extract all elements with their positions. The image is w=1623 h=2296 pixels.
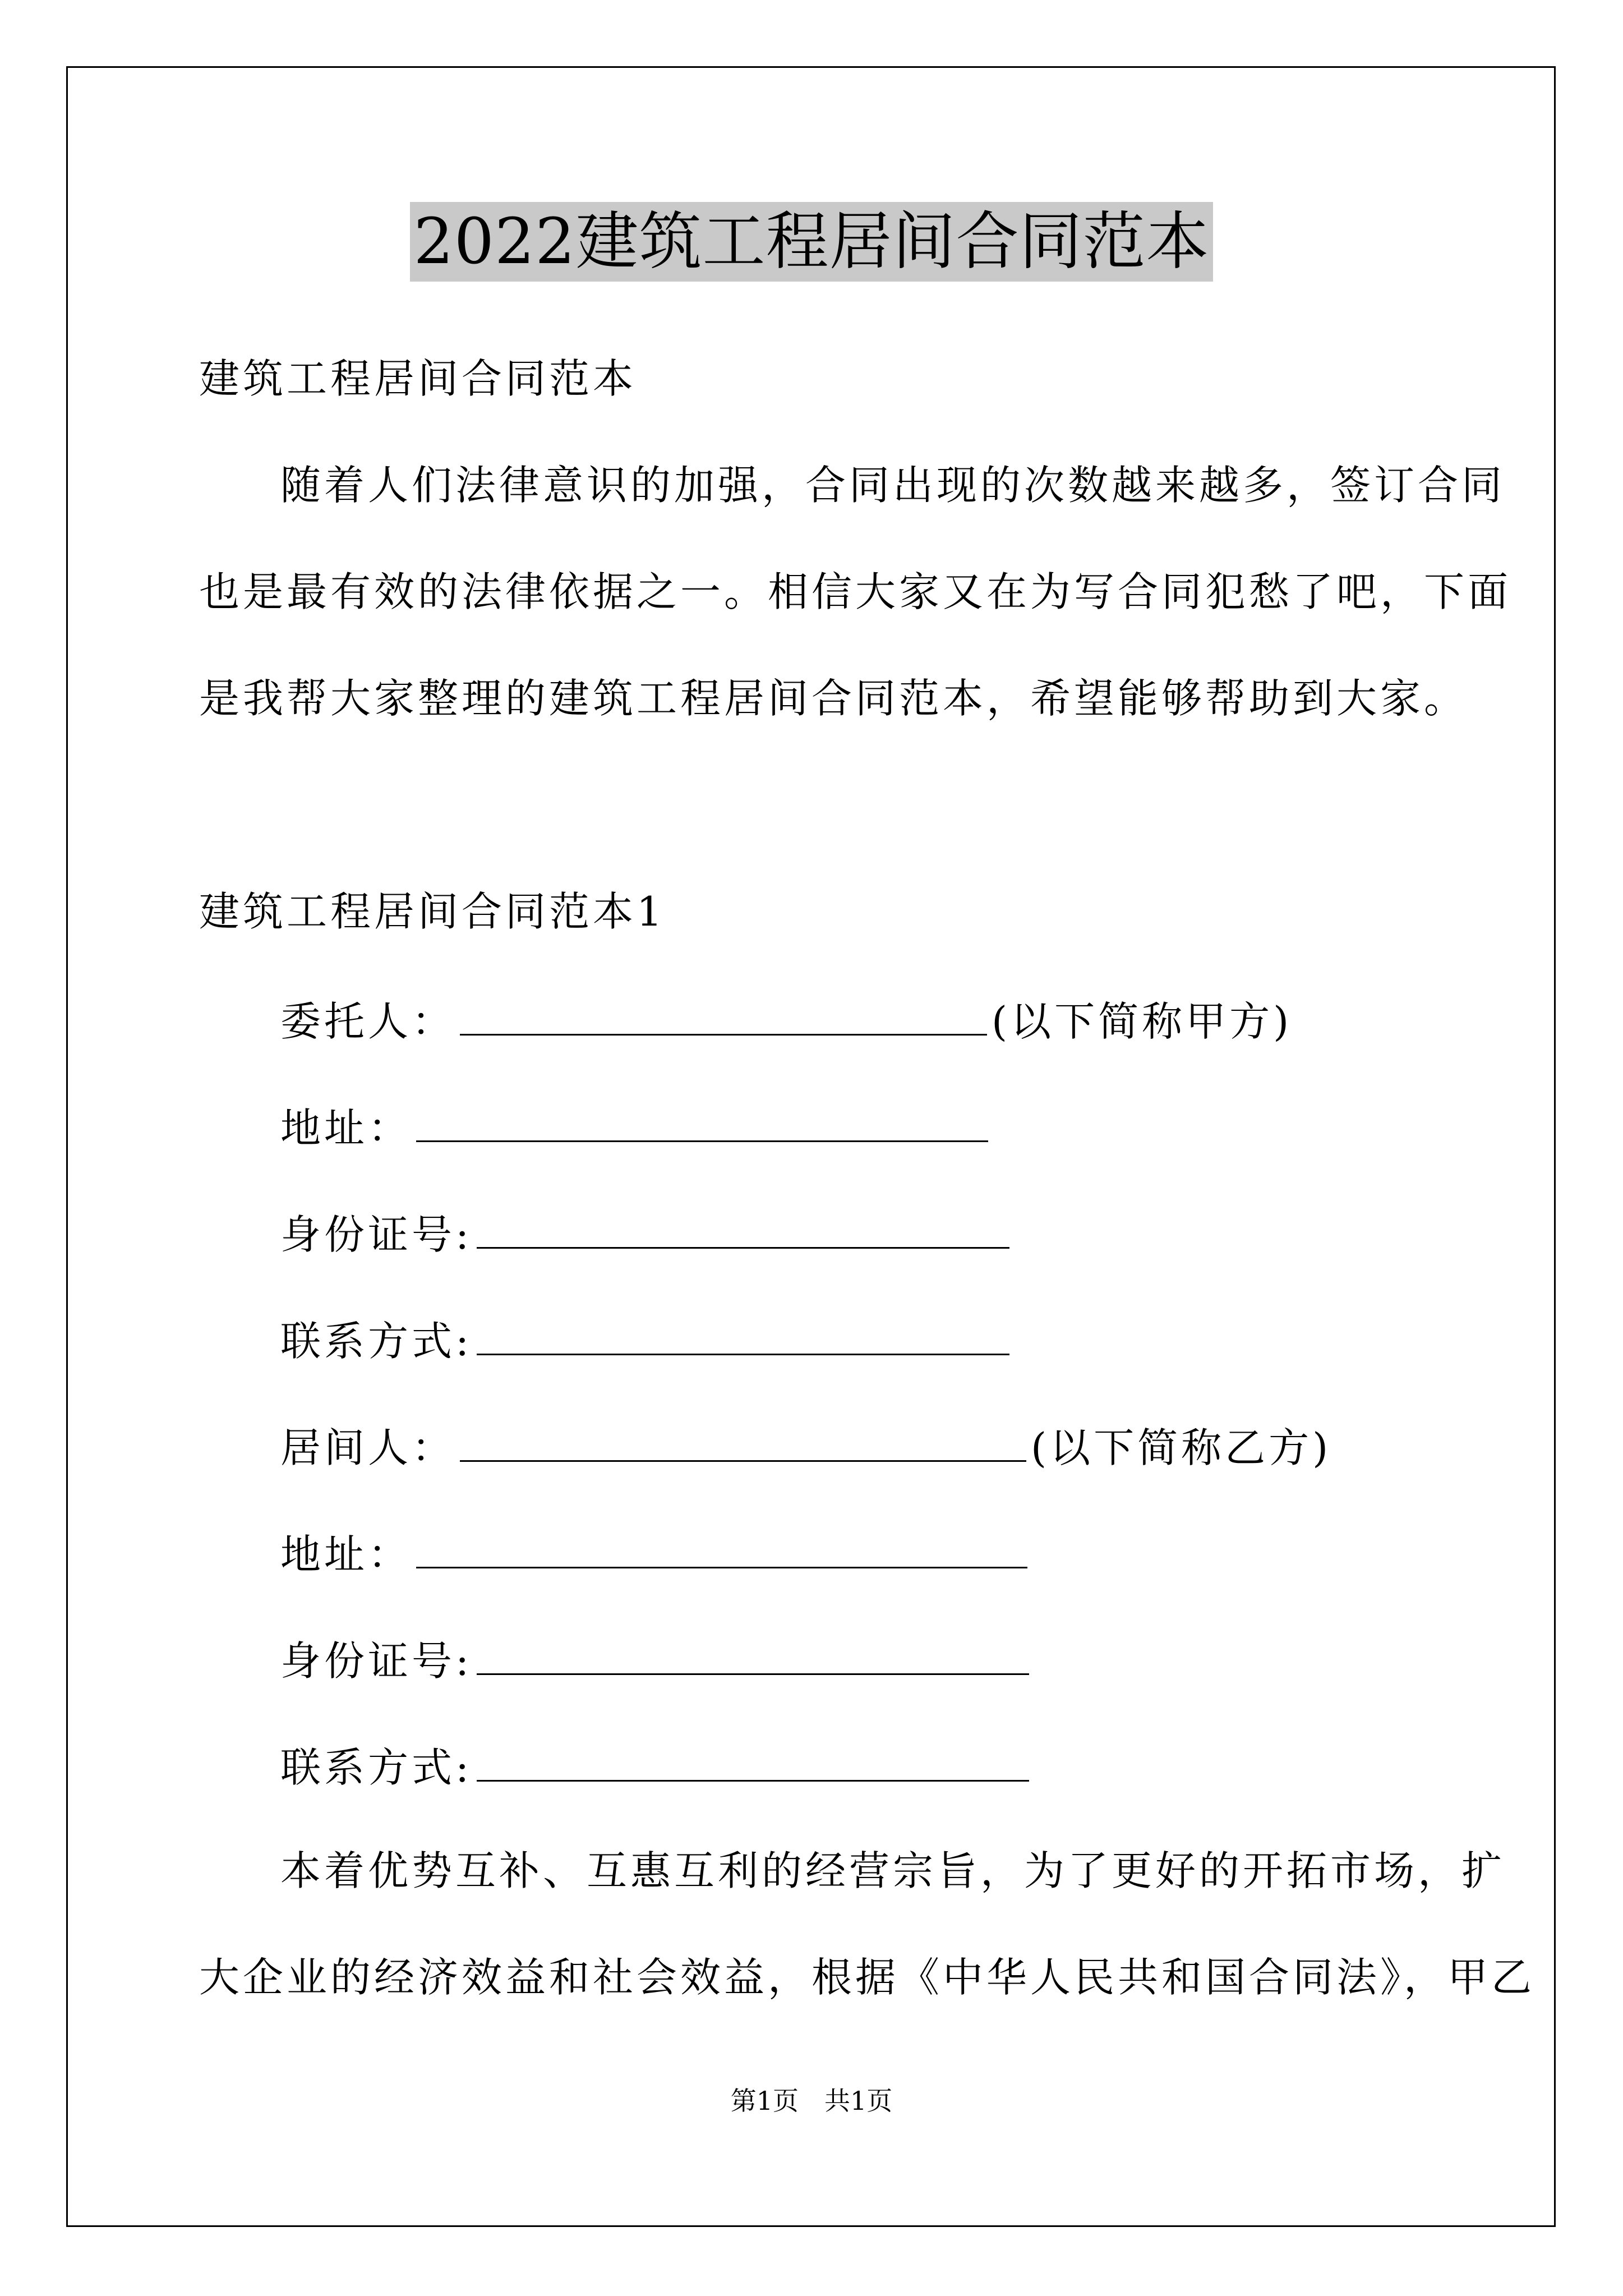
party-b-broker-blank[interactable]	[460, 1416, 1026, 1462]
party-b-address-label: 地址：	[280, 1531, 412, 1578]
party-b-address-row	[280, 1523, 1032, 1582]
party-a-contact-blank[interactable]	[477, 1310, 1009, 1355]
party-a-client-blank[interactable]	[460, 990, 987, 1036]
party-a-address-blank[interactable]	[416, 1097, 988, 1142]
party-a-id-blank[interactable]	[477, 1203, 1009, 1249]
party-a-client-suffix: (以下简称甲方)	[992, 998, 1293, 1045]
party-a-client-label: 委托人：	[280, 998, 456, 1045]
party-b-id-row	[280, 1630, 1034, 1689]
party-a-id-row	[280, 1203, 1014, 1263]
party-a-id-label: 身份证号:	[280, 1211, 473, 1258]
party-b-broker-label: 居间人：	[280, 1424, 456, 1471]
party-b-contact-blank[interactable]	[477, 1736, 1029, 1782]
title-container	[0, 202, 1623, 282]
party-b-contact-label: 联系方式:	[280, 1744, 473, 1791]
body-line-1: 本着优势互补、互惠互利的经营宗旨，为了更好的开拓市场，扩	[280, 1847, 1506, 1894]
party-a-contact-row	[280, 1310, 1014, 1369]
intro-line-1: 随着人们法律意识的加强，合同出现的次数越来越多，签订合同	[280, 462, 1506, 509]
party-a-address-label: 地址：	[280, 1105, 412, 1152]
party-b-id-label: 身份证号:	[280, 1637, 473, 1685]
body-line-2: 大企业的经济效益和社会效益，根据《中华人民共和国合同法》，甲乙	[199, 1954, 1536, 2001]
page-footer: 第1页 共1页	[730, 2086, 893, 2116]
party-b-contact-row	[280, 1736, 1034, 1796]
party-b-id-blank[interactable]	[477, 1630, 1029, 1675]
document-title: 2022建筑工程居间合同范本	[410, 202, 1212, 282]
party-b-address-blank[interactable]	[416, 1523, 1027, 1568]
party-a-client-row	[280, 990, 1292, 1050]
party-a-address-row	[280, 1097, 993, 1156]
section-heading: 建筑工程居间合同范本1	[199, 888, 666, 935]
document-subtitle: 建筑工程居间合同范本	[199, 355, 637, 402]
party-b-broker-suffix: (以下简称乙方)	[1031, 1424, 1332, 1471]
party-a-contact-label: 联系方式:	[280, 1318, 473, 1365]
intro-line-3: 是我帮大家整理的建筑工程居间合同范本，希望能够帮助到大家。	[199, 675, 1468, 722]
party-b-broker-row	[280, 1416, 1331, 1476]
intro-line-2: 也是最有效的法律依据之一。相信大家又在为写合同犯愁了吧，下面	[199, 568, 1512, 615]
